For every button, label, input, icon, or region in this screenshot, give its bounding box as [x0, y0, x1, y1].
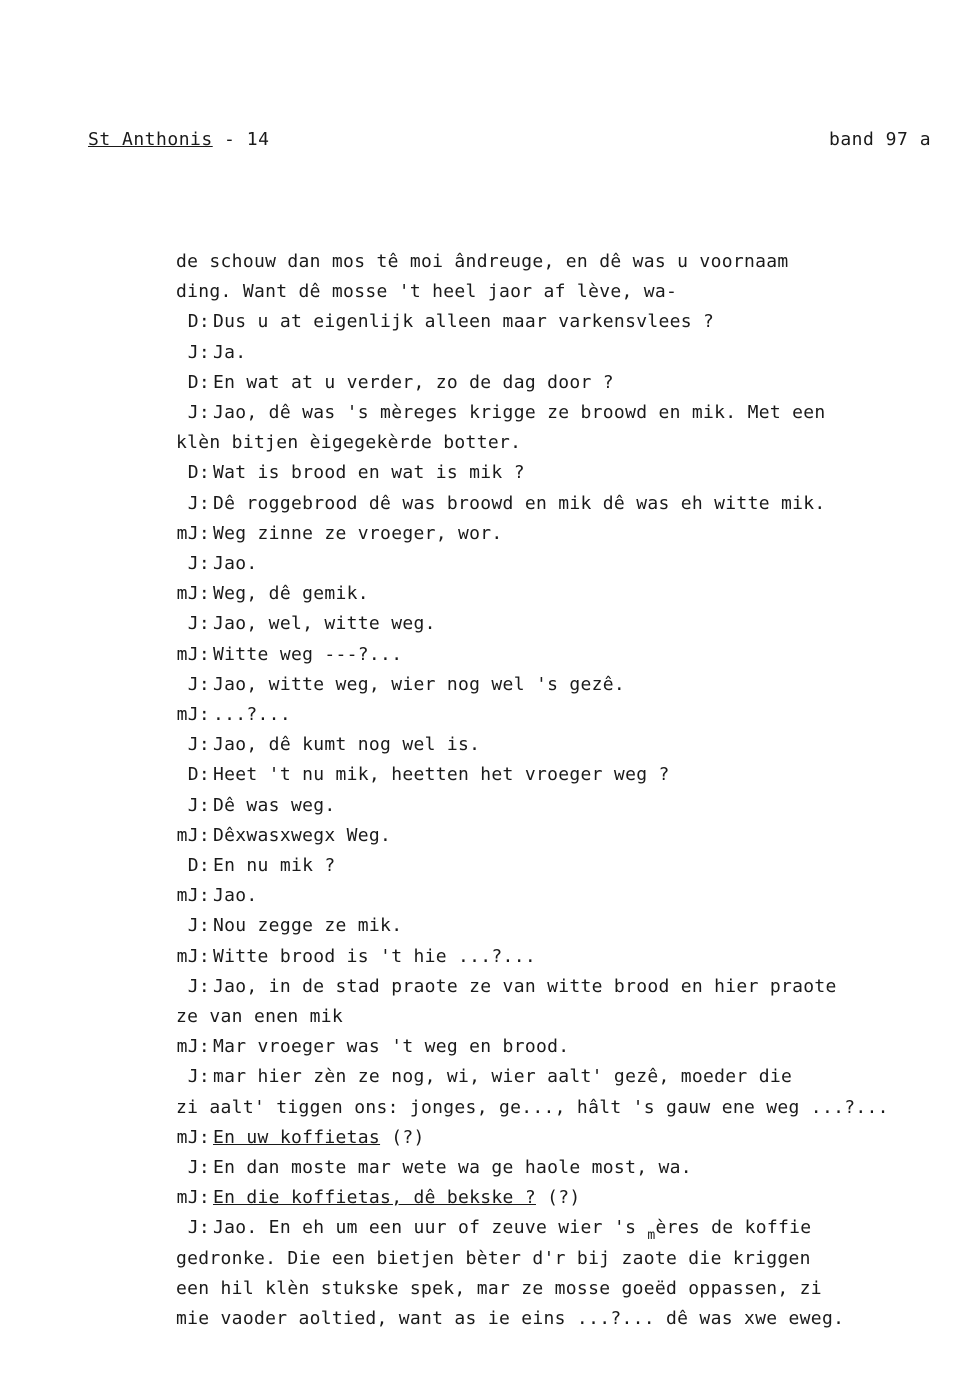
underlined-phrase: En uw koffietas [213, 1126, 381, 1148]
speaker-label: J: [187, 975, 210, 997]
utterance: ...?... [213, 704, 291, 725]
speaker-label: J: [187, 492, 210, 514]
speaker-label: J: [187, 341, 210, 363]
speaker-label: mJ: [176, 583, 210, 605]
utterance [213, 1123, 425, 1153]
transcript-line [0, 247, 979, 277]
speaker-label: J: [187, 613, 210, 635]
utterance-part: Jao. En eh um een uur of zeuve wier 's [213, 1217, 648, 1239]
utterance: En nu mik ? [213, 855, 336, 876]
page-header-left [88, 129, 269, 150]
transcript-line [0, 1002, 979, 1032]
transcript-line [0, 609, 979, 639]
transcript-line [0, 1062, 979, 1092]
transcript-line [0, 1274, 979, 1304]
utterance: Ja. [213, 341, 247, 363]
transcript-line [0, 277, 979, 307]
transcript-line [0, 1304, 979, 1334]
speaker-label: J: [187, 1217, 210, 1239]
speaker-label: J: [187, 794, 210, 816]
tape-label: band 97 a [829, 129, 932, 150]
speaker-label: mJ: [176, 704, 210, 725]
utterance: En wat at u verder, zo de dag door ? [213, 371, 614, 393]
speaker-label: J: [187, 734, 210, 756]
speaker-label: mJ: [176, 824, 210, 846]
utterance: En dan moste mar wete wa ge haole most, wa. [213, 1157, 692, 1178]
transcript-line [0, 670, 979, 700]
transcript-line [0, 1213, 979, 1243]
speaker-label: J: [187, 1066, 210, 1088]
transcript-line [0, 307, 979, 337]
utterance-part: ères de koffie [655, 1217, 812, 1239]
utterance [213, 1213, 811, 1245]
transcript-line [0, 1123, 979, 1153]
utterance: Dêxwasxwegx Weg. [213, 824, 392, 846]
utterance: mar hier zèn ze nog, wi, wier aalt' gezê, moeder die [213, 1066, 793, 1088]
transcript-line [0, 1244, 979, 1274]
transcript-line [0, 942, 979, 972]
transcript-line [0, 760, 979, 790]
transcript-line [0, 700, 979, 730]
continuation-text: mie vaoder aoltied, want as ie eins ...?... dê was xwe eweg. [176, 1308, 845, 1329]
transcript-line [0, 972, 979, 1002]
speaker-label: J: [187, 915, 210, 937]
continuation-text: ze van enen mik [176, 1006, 344, 1027]
utterance [213, 1183, 581, 1213]
utterance: Jao. [213, 885, 258, 907]
uncertain-mark: (?) [535, 1187, 581, 1209]
continuation-text: zi aalt' tiggen ons: jonges, ge..., hâlt 's gauw ene weg ...?... [176, 1096, 889, 1118]
page-number: - 14 [212, 129, 270, 150]
speaker-label: J: [187, 402, 210, 423]
utterance: Dus u at eigenlijk alleen maar varkensvlees ? [213, 311, 715, 333]
transcript-line [0, 1032, 979, 1062]
speaker-label: mJ: [176, 885, 210, 907]
transcript-line [0, 519, 979, 549]
place-name: St Anthonis [88, 129, 213, 150]
utterance: Wat is brood en wat is mik ? [213, 462, 525, 484]
continuation-text: een hil klèn stukske spek, mar ze mosse goeëd oppassen, zi [176, 1277, 822, 1299]
transcript-line [0, 398, 979, 428]
speaker-label: mJ: [176, 522, 210, 544]
transcript-line [0, 821, 979, 851]
transcript-line [0, 1183, 979, 1213]
utterance: Witte weg ---?... [213, 643, 403, 665]
utterance: Jao, witte weg, wier nog wel 's gezê. [213, 673, 626, 695]
utterance: Weg, dê gemik. [213, 583, 369, 605]
utterance: Witte brood is 't hie ...?... [213, 945, 536, 967]
continuation-text: de schouw dan mos tê moi ândreuge, en dê was u voornaam [176, 251, 789, 272]
continuation-text: gedronke. Die een bietjen bèter d'r bij zaote die kriggen [176, 1247, 811, 1269]
transcript-line [0, 730, 979, 760]
speaker-label: mJ: [176, 1036, 210, 1058]
transcript-line [0, 428, 979, 458]
continuation-text: klèn bitjen èigegekèrde botter. [176, 432, 522, 454]
utterance: Weg zinne ze vroeger, wor. [213, 522, 503, 544]
underlined-phrase: En die koffietas, dê bekske ? [213, 1187, 536, 1209]
transcript-line [0, 338, 979, 368]
transcript-line [0, 911, 979, 941]
speaker-label: D: [187, 311, 210, 333]
utterance: Jao. [213, 553, 258, 574]
transcript-line [0, 1153, 979, 1183]
continuation-text: ding. Want dê mosse 't heel jaor af lève, wa- [176, 281, 678, 303]
transcript-line [0, 579, 979, 609]
transcript-line [0, 1093, 979, 1123]
utterance: Nou zegge ze mik. [213, 915, 403, 937]
transcript-line [0, 458, 979, 488]
speaker-label: D: [187, 855, 210, 876]
utterance: Jao, dê kumt nog wel is. [213, 734, 481, 756]
speaker-label: D: [187, 462, 210, 484]
speaker-label: D: [187, 371, 210, 393]
transcript-line [0, 549, 979, 579]
utterance: Heet 't nu mik, heetten het vroeger weg ? [213, 764, 670, 786]
transcript-line [0, 368, 979, 398]
utterance: Dê was weg. [213, 794, 336, 816]
speaker-label: mJ: [176, 1126, 210, 1148]
subscript-letter: m [647, 1228, 656, 1244]
transcript-line [0, 489, 979, 519]
utterance: Jao, wel, witte weg. [213, 613, 436, 635]
utterance: Jao, dê was 's mèreges krigge ze broowd en mik. Met een [213, 402, 826, 423]
speaker-label: D: [187, 764, 210, 786]
utterance: Jao, in de stad praote ze van witte brood en hier praote [213, 975, 837, 997]
utterance: Mar vroeger was 't weg en brood. [213, 1036, 570, 1058]
speaker-label: mJ: [176, 643, 210, 665]
speaker-label: J: [187, 553, 210, 574]
speaker-label: mJ: [176, 1187, 210, 1209]
transcript-line [0, 881, 979, 911]
speaker-label: mJ: [176, 945, 210, 967]
transcript-line [0, 851, 979, 881]
utterance: Dê roggebrood dê was broowd en mik dê was eh witte mik. [213, 492, 826, 514]
speaker-label: J: [187, 1157, 210, 1178]
speaker-label: J: [187, 673, 210, 695]
uncertain-mark: (?) [380, 1126, 425, 1148]
transcript-line [0, 791, 979, 821]
transcript-line [0, 640, 979, 670]
